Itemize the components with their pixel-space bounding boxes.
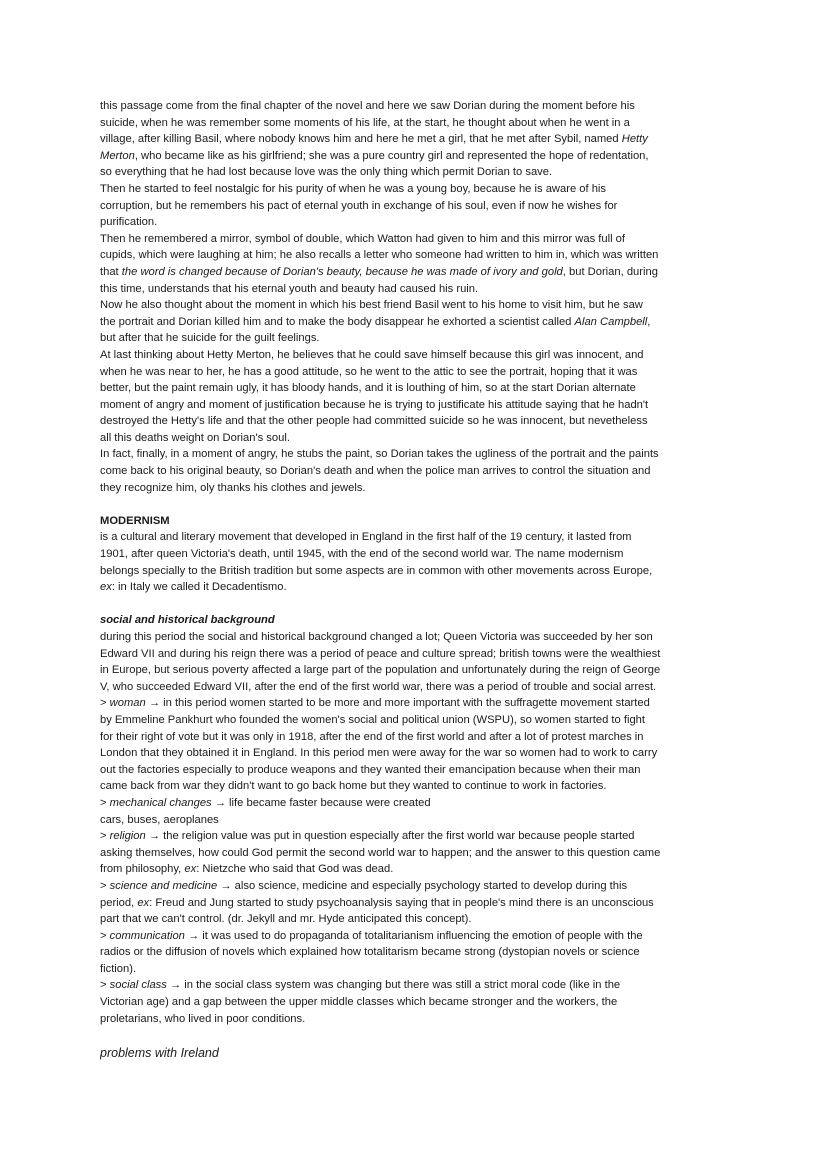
text-span: that bbox=[100, 265, 122, 278]
text-line bbox=[100, 944, 728, 961]
text-line bbox=[100, 646, 728, 663]
text-line bbox=[100, 247, 728, 264]
text-span: purification. bbox=[100, 216, 158, 229]
italic-span: Alan Campbell bbox=[574, 315, 648, 328]
text-span: London that they obtained it in England. In this period men were away for the war so women had to work to carry bbox=[100, 747, 658, 760]
text-span: all this deaths weight on Dorian's soul. bbox=[100, 431, 290, 444]
text-span: : in Italy we called it Decadentismo. bbox=[111, 581, 287, 594]
italic-span: religion bbox=[109, 830, 146, 843]
italic-span: ex bbox=[137, 896, 150, 909]
text-span: for their right of vote but it was only in 1918, after the end of the first world and after a lot of protest marches in bbox=[100, 730, 644, 743]
spacer bbox=[100, 1027, 728, 1045]
text-line bbox=[100, 347, 728, 364]
italic-span: Hetty bbox=[621, 133, 648, 146]
text-line bbox=[100, 529, 728, 546]
text-line bbox=[100, 579, 728, 596]
text-span: this passage come from the final chapter of the novel and here we saw Dorian during the moment before his bbox=[100, 100, 635, 112]
text-line bbox=[100, 679, 728, 696]
text-line bbox=[100, 214, 728, 231]
text-span: suicide, when he was remember some moments of his life, at the start, he thought about when he went in a bbox=[100, 116, 630, 129]
text-span: came back from war they didn't want to go back home but they wanted to continue to work in factories. bbox=[100, 780, 607, 793]
text-line bbox=[100, 413, 728, 430]
text-span: when he was near to her, he has a good attitude, so he went to the attic to see the portrait, hoping that it was bbox=[100, 365, 638, 378]
text-line bbox=[100, 994, 728, 1011]
text-line bbox=[100, 895, 728, 912]
text-line bbox=[100, 961, 728, 978]
text-span: but after that he suicide for the guilt feelings. bbox=[100, 332, 320, 345]
text-line bbox=[100, 380, 728, 397]
text-span: come back to his original beauty, so Dorian's death and when the police man arrives to control the situation and bbox=[100, 465, 651, 478]
text-span: At last thinking about Hetty Merton, he believes that he could save himself because this girl was innocent, and bbox=[100, 348, 644, 361]
text-line bbox=[100, 131, 728, 148]
text-span: → life became faster because were created bbox=[211, 796, 431, 809]
text-line bbox=[100, 928, 728, 945]
text-span: Victorian age) and a gap between the upper middle classes which became stronger and the workers, the bbox=[100, 996, 618, 1009]
background-heading: social and historical background bbox=[100, 614, 275, 627]
text-span: → in the social class system was changing but there was still a strict moral code (like in the bbox=[166, 979, 621, 992]
text-line bbox=[100, 695, 728, 712]
background-paragraphs bbox=[100, 629, 728, 1027]
text-line bbox=[100, 762, 728, 779]
text-line bbox=[100, 231, 728, 248]
text-span: period, bbox=[100, 896, 138, 909]
text-span: : Freud and Jung started to study psychoanalysis saying that in people's mind there is an unconscious bbox=[149, 896, 654, 909]
italic-span: Merton bbox=[100, 149, 135, 162]
text-span: so everything that he had lost because love was the only thing which permit Dorian to save. bbox=[100, 166, 553, 179]
text-span: proletarians, who lived in poor conditions. bbox=[100, 1012, 306, 1025]
text-span: → in this period women started to be more and more important with the suffragette movement started bbox=[145, 697, 650, 710]
text-span: : Nietzche who said that God was dead. bbox=[196, 863, 394, 876]
text-line bbox=[100, 148, 728, 165]
text-span: 1901, after queen Victoria's death, until 1945, with the end of the second world war. The name modernism bbox=[100, 548, 624, 561]
text-span: → the religion value was put in question especially after the first world war because people started bbox=[145, 830, 635, 843]
text-line bbox=[100, 546, 728, 563]
text-span: radios or the diffusion of novels which explained how totalitarism became strong (dystopian novels or science bbox=[100, 946, 640, 959]
text-line bbox=[100, 712, 728, 729]
text-line bbox=[100, 281, 728, 298]
text-span: Now he also thought about the moment in which his best friend Basil went to his home to visit him, but he saw bbox=[100, 299, 643, 312]
text-line bbox=[100, 164, 728, 181]
text-span: > bbox=[100, 697, 110, 710]
text-span: they recognize him, oly thanks his clothes and jewels. bbox=[100, 481, 366, 494]
text-span: Then he started to feel nostalgic for his purity of when he was a young boy, because he is aware of his bbox=[100, 182, 607, 195]
text-span: is a cultural and literary movement that developed in England in the first half of the 19 century, it lasted from bbox=[100, 531, 632, 544]
text-span: > bbox=[100, 796, 110, 809]
text-line bbox=[100, 778, 728, 795]
text-span: better, but the paint remain ugly, it has bloody hands, and it is louthing of him, so at the start Dorian alternate bbox=[100, 382, 636, 395]
text-span: → it was used to do propaganda of totalitarianism influencing the emotion of people with the bbox=[184, 929, 643, 942]
text-line bbox=[100, 397, 728, 414]
intro-paragraphs bbox=[100, 98, 728, 496]
italic-span: science and medicine bbox=[109, 879, 218, 892]
text-line bbox=[100, 861, 728, 878]
text-line bbox=[100, 264, 728, 281]
text-line bbox=[100, 115, 728, 132]
spacer bbox=[100, 496, 728, 513]
text-span: moment of angry and moment of justification because he is trying to justificate his attitude saying that he hadn't bbox=[100, 398, 649, 411]
text-line bbox=[100, 563, 728, 580]
text-line bbox=[100, 662, 728, 679]
text-span: Then he remembered a mirror, symbol of double, which Watton had given to him and this mirror was full of bbox=[100, 232, 626, 245]
text-span: In fact, finally, in a moment of angry, he stubs the paint, so Dorian takes the ugliness of the portrait and the paints bbox=[100, 448, 659, 461]
text-span: by Emmeline Pankhurt who founded the women's social and political union (WSPU), so women started to fight bbox=[100, 713, 646, 726]
text-span: cars, buses, aeroplanes bbox=[100, 813, 219, 826]
text-line bbox=[100, 911, 728, 928]
text-line bbox=[100, 181, 728, 198]
italic-span: ex bbox=[100, 581, 112, 594]
text-line bbox=[100, 198, 728, 215]
text-span: corruption, but he remembers his pact of eternal youth in exchange of his soul, even if now he wishes for bbox=[100, 199, 618, 212]
text-span: > bbox=[100, 979, 110, 992]
italic-span: the word is changed because of Dorian's beauty, because he was made of ivory and gold bbox=[121, 265, 563, 278]
text-span: asking themselves, how could God permit the second world war to happen; and the answer to this question came bbox=[100, 846, 661, 859]
ireland-heading: problems with Ireland bbox=[100, 1046, 219, 1061]
text-line bbox=[100, 446, 728, 463]
text-line bbox=[100, 812, 728, 829]
text-line bbox=[100, 314, 728, 331]
text-span: V, who succeeded Edward VII, after the end of the first world war, there was a period of trouble and social arrest. bbox=[100, 680, 657, 693]
text-line bbox=[100, 745, 728, 762]
text-line bbox=[100, 297, 728, 314]
text-line bbox=[100, 878, 728, 895]
text-line bbox=[100, 463, 728, 480]
text-line bbox=[100, 330, 728, 347]
text-line bbox=[100, 1011, 728, 1028]
italic-span: woman bbox=[109, 697, 146, 710]
text-span: from philosophy, bbox=[100, 863, 185, 876]
text-line bbox=[100, 364, 728, 381]
text-line bbox=[100, 480, 728, 497]
modernism-paragraph bbox=[100, 529, 728, 595]
text-span: → also science, medicine and especially psychology started to develop during this bbox=[217, 879, 628, 892]
text-span: Edward VII and during his reign there was a period of peace and culture spread; british towns were the wealthiest bbox=[100, 647, 661, 660]
text-span: > bbox=[100, 929, 110, 942]
text-span: fiction). bbox=[100, 962, 137, 975]
modernism-heading: MODERNISM bbox=[100, 514, 170, 527]
text-line bbox=[100, 629, 728, 646]
text-span: , bbox=[647, 315, 651, 328]
text-line bbox=[100, 828, 728, 845]
text-span: during this period the social and historical background changed a lot; Queen Victoria was succeeded by her son bbox=[100, 631, 653, 643]
text-span: cupids, which were laughing at him; he also recalls a letter who someone had written to him in, which was written bbox=[100, 249, 659, 262]
text-span: belongs specially to the British tradition but some aspects are in common with other movements across Europe, bbox=[100, 564, 653, 577]
italic-span: mechanical changes bbox=[109, 796, 212, 809]
text-span: out the factories especially to produce weapons and they wanted their emancipation because when their man bbox=[100, 763, 641, 776]
text-line bbox=[100, 845, 728, 862]
italic-span: social class bbox=[109, 979, 167, 992]
italic-span: ex bbox=[184, 863, 197, 876]
text-line bbox=[100, 98, 728, 115]
italic-span: communication bbox=[109, 929, 185, 942]
text-span: , who became like as his girlfriend; she was a pure country girl and represented the hope of redentation, bbox=[134, 149, 649, 162]
text-span: > bbox=[100, 879, 110, 892]
text-span: this time, understands that his eternal youth and beauty had caused his ruin. bbox=[100, 282, 479, 295]
spacer bbox=[100, 596, 728, 613]
text-line bbox=[100, 729, 728, 746]
text-span: village, after killing Basil, where nobody knows him and here he met a girl, that he met after Sybil, named bbox=[100, 133, 622, 146]
text-span: , but Dorian, during bbox=[562, 265, 658, 278]
text-span: part that we can't control. (dr. Jekyll and mr. Hyde anticipated this concept). bbox=[100, 913, 472, 926]
text-line bbox=[100, 430, 728, 447]
text-span: in Europe, but serious poverty affected a large part of the population and unfortunately during the reign of George bbox=[100, 664, 661, 677]
text-span: destroyed the Hetty's life and that the other people had committed suicide so he was innocent, but nevetheless bbox=[100, 415, 648, 428]
text-line bbox=[100, 795, 728, 812]
text-span: the portrait and Dorian killed him and to make the body disappear he exhorted a scientist called bbox=[100, 315, 575, 328]
text-line bbox=[100, 977, 728, 994]
text-span: > bbox=[100, 830, 110, 843]
